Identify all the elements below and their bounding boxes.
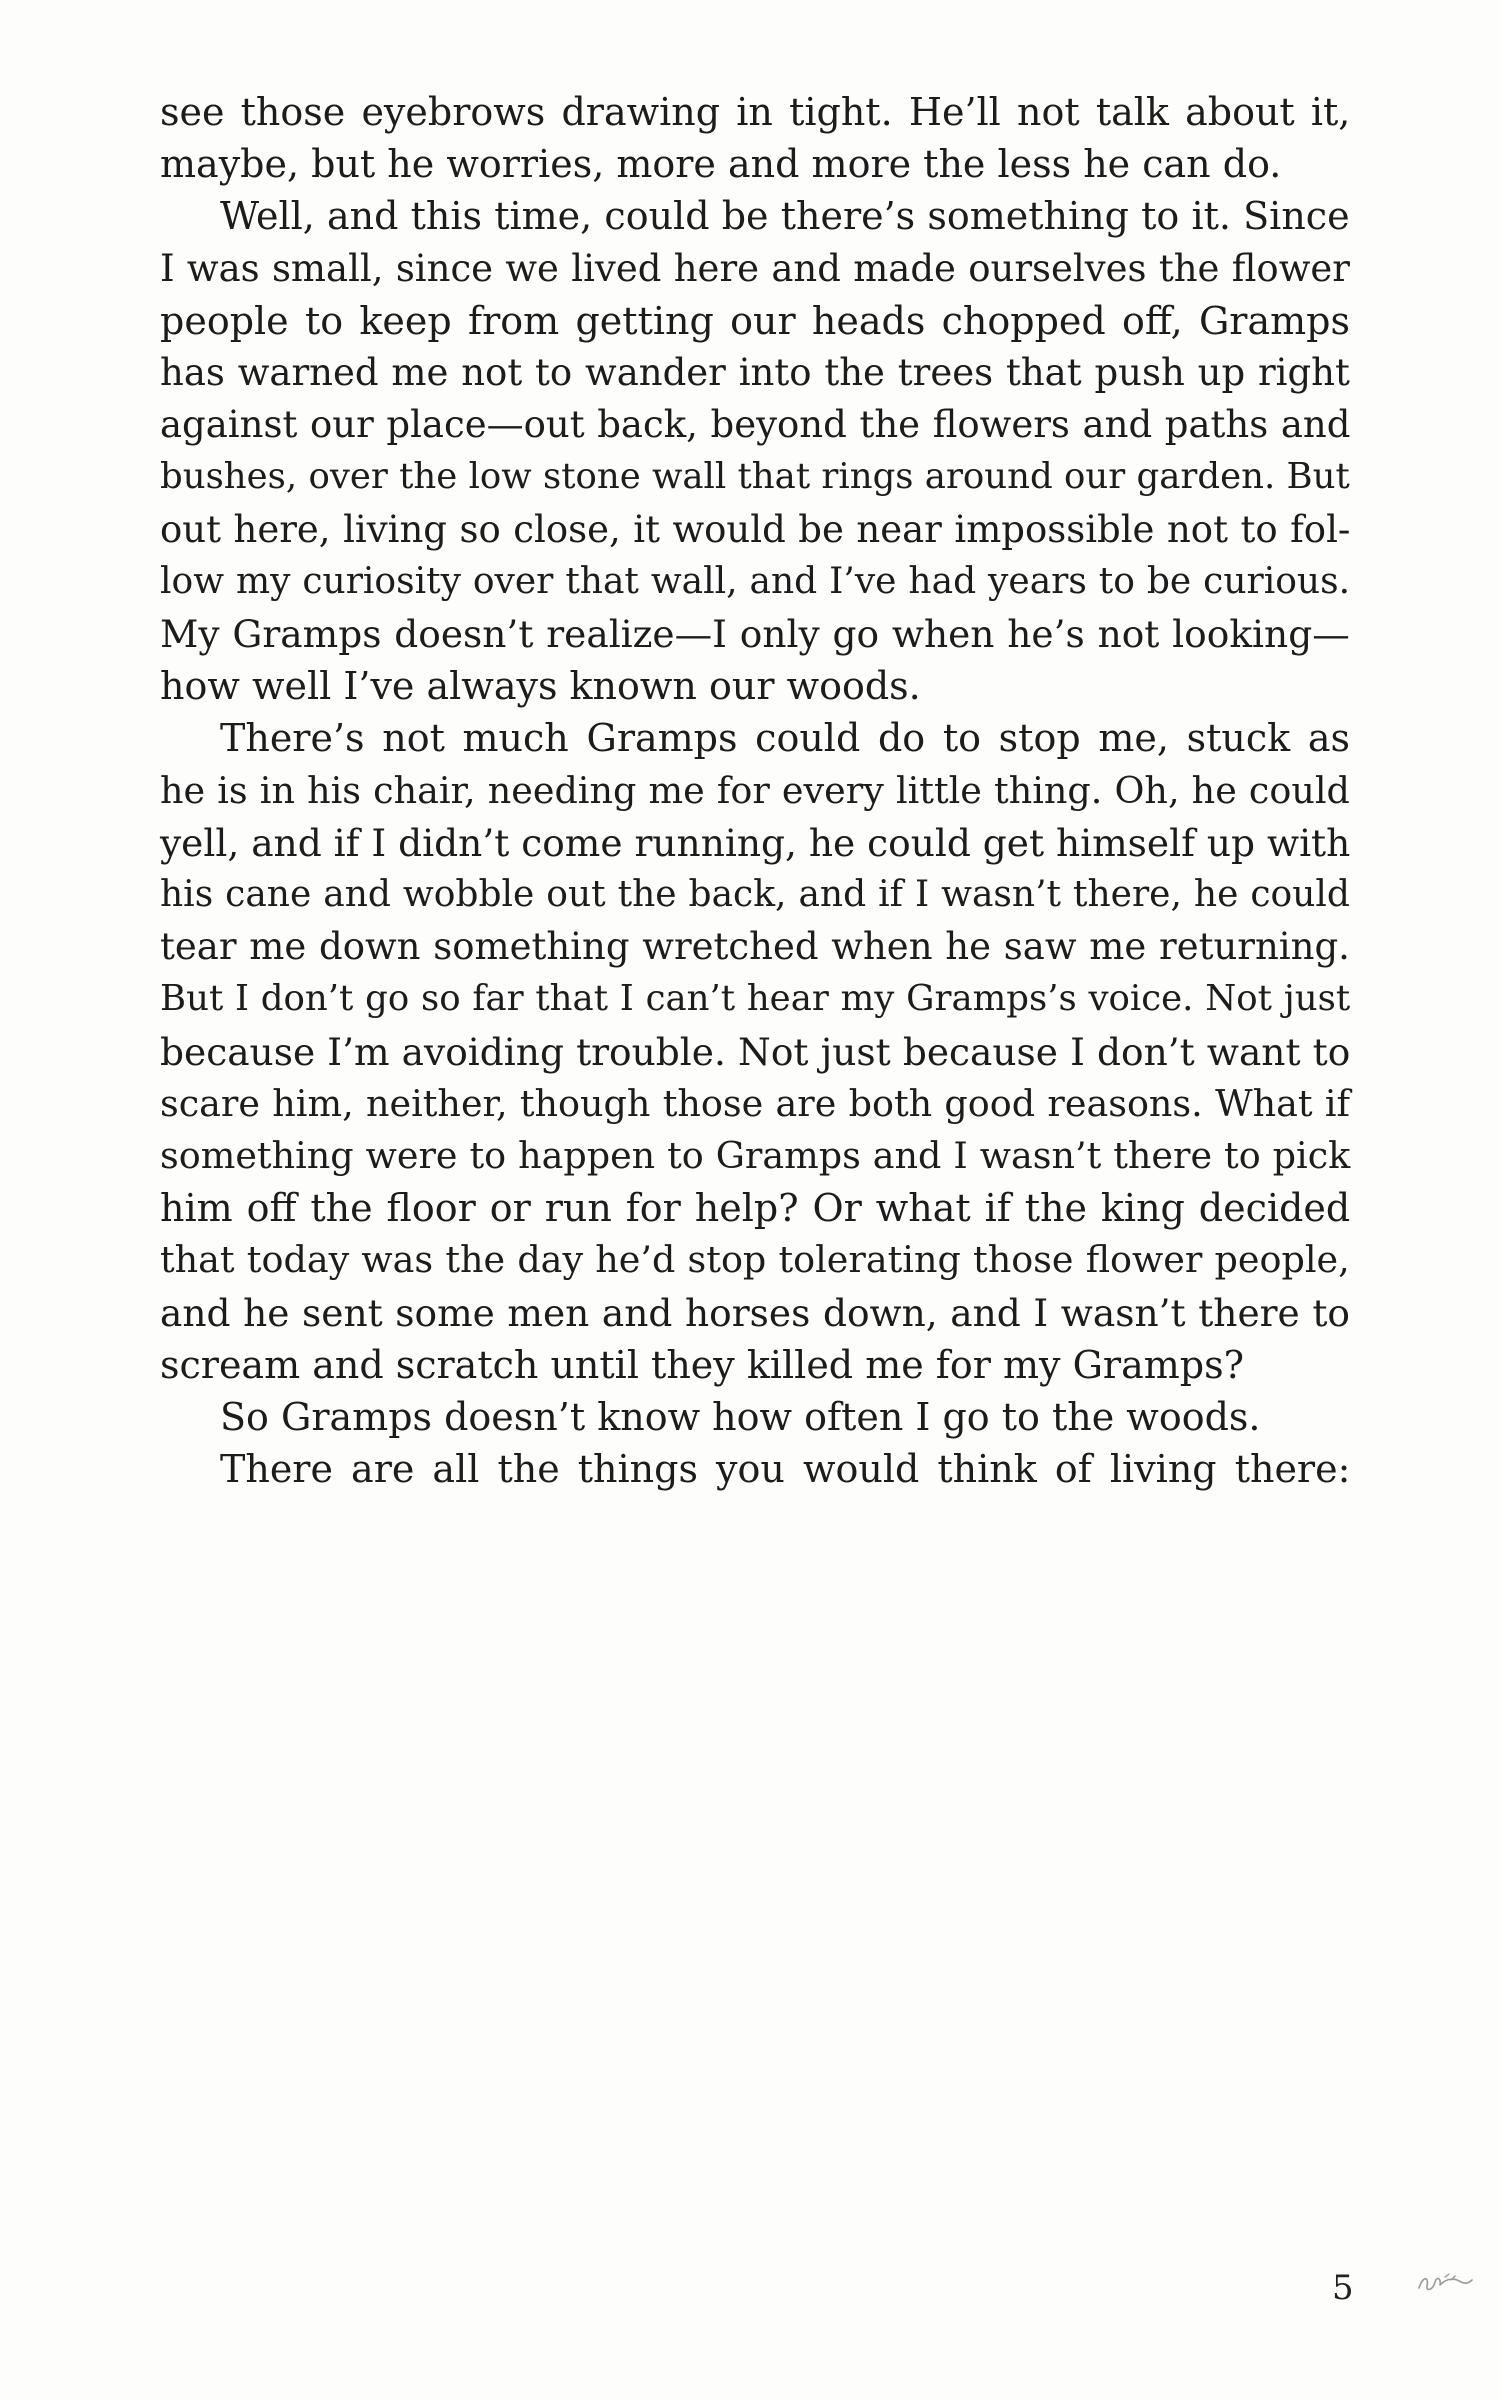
text-line: something were to happen to Gramps and I wasn’t there to pick bbox=[160, 1134, 1351, 1177]
text-line: scream and scratch until they killed me for my Gramps? bbox=[160, 1342, 1244, 1387]
text-line: see those eyebrows drawing in tight. He’ll not talk about it, bbox=[160, 90, 1351, 134]
flourish-ornament-icon bbox=[1415, 2268, 1475, 2298]
text-line: against our place—out back, beyond the flowers and paths and bbox=[160, 403, 1351, 447]
text-line: bushes, over the low stone wall that rings around our garden. But bbox=[160, 456, 1350, 498]
text-line: how well I’ve always known our woods. bbox=[160, 664, 921, 709]
text-line: tear me down something wretched when he saw me returning. bbox=[160, 925, 1350, 969]
text-line: and he sent some men and horses down, and I wasn’t there to bbox=[160, 1290, 1350, 1335]
text-line: My Gramps doesn’t realize—I only go when he’s not looking— bbox=[160, 612, 1350, 656]
text-line: people to keep from getting our heads chopped off, Gramps bbox=[160, 298, 1350, 343]
text-line: scare him, neither, though those are both good reasons. What if bbox=[160, 1081, 1351, 1125]
text-line: out here, living so close, it would be near impossible not to fol- bbox=[160, 507, 1351, 551]
text-line: his cane and wobble out the back, and if I wasn’t there, he could bbox=[160, 874, 1350, 915]
text-line: has warned me not to wander into the trees that push up right bbox=[160, 351, 1350, 394]
text-line: So Gramps doesn’t know how often I go to the woods. bbox=[220, 1395, 1261, 1439]
text-line: he is in his chair, needing me for every little thing. Oh, he could bbox=[160, 768, 1350, 812]
text-line: yell, and if I didn’t come running, he could get himself up with bbox=[160, 820, 1351, 865]
text-line: him off the floor or run for help? Or what if the king decided bbox=[160, 1186, 1351, 1231]
text-line: maybe, but he worries, more and more the less he can do. bbox=[160, 142, 1282, 187]
page-number: 5 bbox=[1332, 2268, 1354, 2308]
text-line: But I don’t go so far that I can’t hear my Gramps’s voice. Not just bbox=[160, 978, 1351, 1020]
text-line: There’s not much Gramps could do to stop me, stuck as bbox=[220, 716, 1351, 761]
text-line: Well, and this time, could be there’s something to it. Since bbox=[220, 194, 1350, 239]
text-line: because I’m avoiding trouble. Not just because I don’t want to bbox=[160, 1029, 1351, 1074]
text-line: that today was the day he’d stop tolerating those flower people, bbox=[160, 1238, 1350, 1282]
text-line: There are all the things you would think of living there: bbox=[220, 1447, 1351, 1492]
text-line: low my curiosity over that wall, and I’ve had years to be curious. bbox=[160, 560, 1351, 602]
text-line: I was small, since we lived here and made ourselves the flower bbox=[160, 246, 1350, 290]
